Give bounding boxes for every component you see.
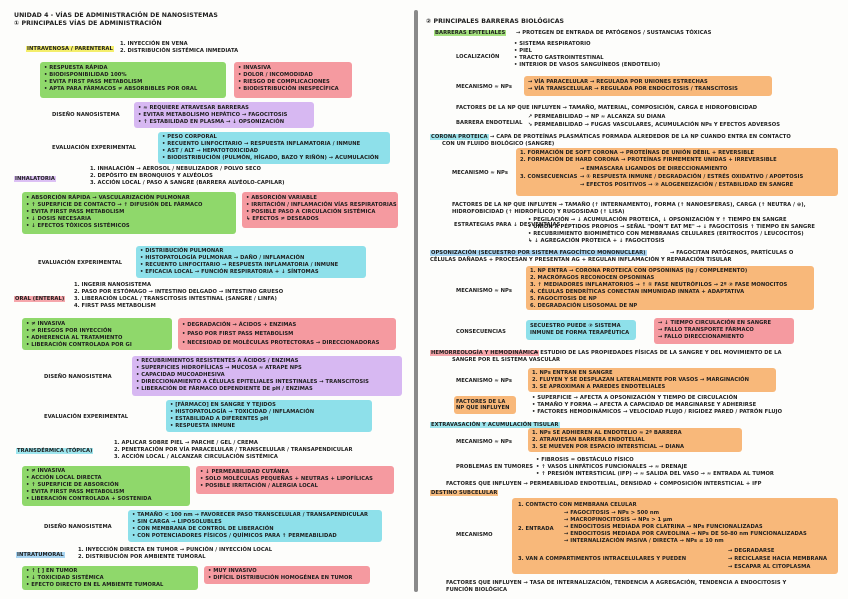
- intravenosa-ventaja-3: • EVITA FIRST PASS METABOLISM: [44, 79, 143, 85]
- opsonizacion-mec-4: 4. CÉLULAS DENDRÍTICAS CONECTAN INMUNIDAD INNATA + ADAPTATIVA: [530, 289, 745, 295]
- hemorreologia-factores-label: FACTORES DE LA NP QUE INFLUYEN: [456, 399, 510, 411]
- oral-ventaja-2: • ≠ RIESGOS POR INYECCIÓN: [26, 328, 112, 334]
- inhalatoria-ventaja-1: • ABSORCIÓN RÁPIDA → VASCULARIZACIÓN PULMONAR: [26, 195, 190, 201]
- oral-eval-3: • ESTABILIDAD A DIFERENTES pH: [170, 416, 269, 422]
- transdermica-diseno-4: • CON POTENCIADORES FÍSICOS / QUÍMICOS PARA ↑ PERMEABILIDAD: [132, 533, 337, 539]
- inhalatoria-eval-2: • HISTOPATOLOGÍA PULMONAR → DAÑO / INFLAMACIÓN: [140, 255, 305, 261]
- transdermica-diseno-2: • SIN CARGA → LIPOSOLUBLES: [132, 519, 222, 525]
- destino-compart-2: → RECICLARSE HACIA MEMBRANA: [728, 556, 828, 562]
- transdermica-ventaja-3: • ↑ SUPERFICIE DE ABSORCIÓN: [26, 482, 119, 488]
- intratumoral-ventaja-2: • ↓ TOXICIDAD SISTÉMICA: [26, 575, 104, 581]
- corona-consec-label: 3. CONSECUENCIAS: [520, 174, 578, 180]
- intravenosa-ventaja-4: • APTA PARA FÁRMACOS ≠ ABSORBIBLES POR ORAL: [44, 86, 198, 92]
- corona-consec-3: → EFECTOS POSITIVOS → ② ALOGENEIZACIÓN / ESTABILIDAD EN SANGRE: [580, 182, 794, 188]
- oral-eval-4: • RESPUESTA INMUNE: [170, 423, 236, 429]
- transdermica-desventaja-2: • SOLO MOLÉCULAS PEQUEÑAS + NEUTRAS + LIPOFÍLICAS: [200, 476, 373, 482]
- oral-label: ORAL (ENTERAL): [15, 296, 65, 302]
- hemorreologia-factores-1: • SUPERFICIE → AFECTA A OPSONIZACIÓN Y TIEMPO DE CIRCULACIÓN: [532, 395, 738, 401]
- inhalatoria-desventaja-3: • POSIBLE PASO A CIRCULACIÓN SISTÉMICA: [246, 209, 376, 215]
- corona-label: CORONA PROTEICA: [431, 134, 488, 140]
- oral-diseno-2: • SUPERFICIES HIDROFÍLICAS → MUCOSA ≈ ATRAPE NPS: [136, 365, 302, 371]
- intravenosa-diseno-3: • ↑ ESTABILIDAD EN PLASMA → ↓ OPSONIZACIÓN: [138, 119, 285, 125]
- intratumoral-ventaja-1: • ↑ [ ] EN TUMOR: [26, 568, 78, 574]
- inhalatoria-ventaja-5: • ↓ EFECTOS TÓXICOS SISTÉMICOS: [26, 223, 130, 229]
- page-title: UNIDAD 4 - VÍAS DE ADMINISTRACIÓN DE NANOSISTEMAS: [14, 12, 218, 19]
- destino-entrada-label: 2. ENTRADA: [518, 526, 554, 532]
- extravasacion-label: EXTRAVASACIÓN Y ACUMULACIÓN TISULAR: [431, 422, 559, 428]
- transdermica-intro-2: 2. PENETRACIÓN POR VÍA PARACELULAR / TRANSCELULAR / TRANSAPENDICULAR: [114, 447, 353, 453]
- hemorreologia-label: HEMORREOLOGÍA Y HEMODINÁMICA: [431, 350, 538, 356]
- opsonizacion-desc-2: CÉLULAS DAÑADAS + PROCESAN Y PRESENTAN AG + REGULAN INFLAMACIÓN Y REPARACIÓN TISULAR: [430, 257, 732, 263]
- destino-compart-label: 3. VAN A COMPARTIMENTOS INTRACELULARES Y PUEDEN: [518, 556, 687, 562]
- oral-desventaja-3: • NECESIDAD DE MOLÉCULAS PROTECTORAS → DIRECCIONADORAS: [182, 340, 380, 346]
- opsonizacion-consec-3: → FALLO DIRECCIONAMIENTO: [658, 334, 744, 340]
- opsonizacion-consec-mid-2: INMUNE DE FORMA TERAPÉUTICA: [530, 330, 630, 336]
- intravenosa-label: INTRAVENOSA / PARENTERAL: [27, 46, 113, 52]
- transdermica-ventaja-1: • ≠ INVASIVA: [26, 468, 66, 474]
- oral-diseno-1: • RECUBRIMIENTOS RESISTENTES A ÁCIDOS / ENZIMAS: [136, 358, 299, 364]
- transdermica-diseno-1: • TAMAÑO < 100 nm → FAVORECER PASO TRANSCELULAR / TRANSAPENDICULAR: [132, 512, 369, 518]
- epiteliales-mec-label: MECANISMO ≈ NPs: [456, 84, 512, 90]
- oral-diseno-label: DISEÑO NANOSISTEMA: [44, 374, 112, 380]
- inhalatoria-label: INHALATORIA: [15, 176, 55, 182]
- transdermica-ventaja-2: • ACCIÓN LOCAL DIRECTA: [26, 475, 102, 481]
- epiteliales-loc-1: • SISTEMA RESPIRATORIO: [514, 41, 591, 47]
- intravenosa-diseno-label: DISEÑO NANOSISTEMA: [52, 112, 120, 118]
- hemorreologia-desc-1: → ESTUDIO DE LAS PROPIEDADES FÍSICAS DE LA SANGRE Y DEL MOVIMIENTO DE LA: [534, 350, 782, 356]
- transdermica-diseno-label: DISEÑO NANOSISTEMA: [44, 524, 112, 530]
- oral-diseno-4: • DIRECCIONAMIENTO A CÉLULAS EPITELIALES INTESTINALES → TRANSCITOSIS: [136, 379, 369, 385]
- opsonizacion-mec-3: 3. ↑ MEDIADORES INFLAMATORIOS → ↑ ① FASE NEUTRÓFILOS → 2º ② FASE MONOCITOS: [530, 282, 788, 288]
- endotelial-2: ↘ PERMEABILIDAD → FUGAS VASCULARES, ACUMULACIÓN NPs Y EFECTOS ADVERSOS: [528, 122, 781, 128]
- transdermica-ventaja-5: • LIBERACIÓN CONTROLADA + SOSTENIDA: [26, 496, 152, 502]
- extravasacion-factores: FACTORES QUE INFLUYEN → PERMEABILIDAD ENDOTELIAL, DENSIDAD + COMPOSICIÓN INTERSTICIAL + IFP: [446, 481, 762, 487]
- extravasacion-problemas-label: PROBLEMAS EN TUMORES: [456, 464, 534, 470]
- corona-consec-1: → ENMASCARA LIGANDOS DE DIRECCIONAMIENTO: [580, 166, 728, 172]
- epiteliales-mec-2: → VÍA TRANSCELULAR → REGULADA POR ENDOCITOSIS / TRANSCITOSIS: [528, 86, 738, 92]
- endotelial-1: ↗ PERMEABILIDAD → NP ≈ ALCANZA SU DIANA: [528, 114, 666, 120]
- oral-ventaja-3: • ADHERENCIA AL TRATAMIENTO: [26, 335, 123, 341]
- epiteliales-factores: FACTORES DE LA NP QUE INFLUYEN → TAMAÑO, MATERIAL, COMPOSICIÓN, CARGA E HIDROFOBICIDAD: [456, 105, 758, 111]
- inhalatoria-ventaja-3: • EVITA FIRST PASS METABOLISM: [26, 209, 125, 215]
- extravasacion-mec-label: MECANISMO ≈ NPs: [456, 439, 512, 445]
- corona-factores-2: HIDROFOBICIDAD (↑ HIDROFÍLICO) Y RUGOSIDAD (↑ LISA): [452, 209, 625, 215]
- inhalatoria-intro-2: 2. DEPÓSITO EN BRONQUIOS Y ALVÉOLOS: [90, 173, 213, 179]
- intratumoral-intro-2: 2. DISTRIBUCIÓN POR AMBIENTE TUMORAL: [78, 554, 206, 560]
- oral-diseno-3: • CAPACIDAD MUCOADHESIVA: [136, 372, 225, 378]
- intravenosa-desventaja-2: • DOLOR / INCOMODIDAD: [238, 72, 313, 78]
- intratumoral-intro-1: 1. INYECCIÓN DIRECTA EN TUMOR → PUNCIÓN / INYECCIÓN LOCAL: [78, 547, 273, 553]
- right-column: [424, 8, 842, 594]
- intravenosa-desventaja-3: • RIESGO DE COMPLICACIONES: [238, 79, 330, 85]
- opsonizacion-desc-1: → FAGOCITAN PATÓGENOS, PARTÍCULAS O: [670, 250, 794, 256]
- oral-diseno-5: • LIBERACIÓN DE FÁRMACO DEPENDIENTE DE pH / ENZIMAS: [136, 386, 313, 392]
- epiteliales-label: BARRERAS EPITELIALES: [435, 30, 506, 36]
- epiteliales-loc-label: LOCALIZACIÓN: [456, 54, 500, 60]
- hemorreologia-factores-3: • FACTORES HEMODINÁMICOS → VELOCIDAD FLUJO / RIGIDEZ PARED / PATRÓN FLUJO: [532, 409, 783, 415]
- intravenosa-desventaja-1: • INVASIVA: [238, 65, 271, 71]
- extravasacion-mec-2: 2. ATRAVIESAN BARRERA ENDOTELIAL: [532, 437, 645, 443]
- corona-mec-label: MECANISMO ≈ NPs: [452, 170, 508, 176]
- inhalatoria-eval-3: • RECUENTO LINFOCITARIO → RESPUESTA INFLAMATORIA / INMUNE: [140, 262, 339, 268]
- oral-eval-1: • [FÁRMACO] EN SANGRE Y TEJIDOS: [170, 402, 276, 408]
- transdermica-ventaja-4: • EVITA FIRST PASS METABOLISM: [26, 489, 125, 495]
- inhalatoria-desventaja-2: • IRRITACIÓN / INFLAMACIÓN VÍAS RESPIRATORIAS: [246, 202, 397, 208]
- oral-desventaja-2: • PASO POR FIRST PASS METABOLISM: [182, 331, 294, 337]
- transdermica-label: TRANSDÉRMICA (TÓPICA): [17, 448, 93, 454]
- intravenosa-diseno-1: • ≈ REQUIERE ATRAVESAR BARRERAS: [138, 105, 249, 111]
- inhalatoria-desventaja-4: ↳ EFECTOS ≠ DESEADOS: [246, 216, 319, 222]
- oral-ventaja-1: • ≠ INVASIVA: [26, 321, 66, 327]
- oral-ventaja-4: • LIBERACIÓN CONTROLADA POR GI: [26, 342, 132, 348]
- intravenosa-eval-4: • BIODISTRIBUCIÓN (PULMÓN, HÍGADO, BAZO Y RIÑÓN) → ACUMULACIÓN: [162, 155, 379, 161]
- destino-compart-1: → DEGRADARSE: [728, 548, 775, 554]
- opsonizacion-mec-6: 6. DEGRADACIÓN LISOSOMAL DE NP: [530, 303, 638, 309]
- intravenosa-eval-3: • AST / ALT → HEPATOTOXICIDAD: [162, 148, 259, 154]
- hemorreologia-desc-2: SANGRE POR EL SISTEMA VASCULAR: [452, 357, 561, 363]
- hemorreologia-factores-2: • TAMAÑO Y FORMA → AFECTA A CAPACIDAD DE MARGINARSE Y ADHERIRSE: [532, 402, 757, 408]
- corona-factores-1: FACTORES DE LA NP QUE INFLUYEN → TAMAÑO (↑ INTERNAMENTO), FORMA (↑ NANOESFERAS), CARGA (↑ NEUTRA / ⊕),: [452, 202, 806, 208]
- destino-label: DESTINO SUBCELULAR: [431, 490, 498, 496]
- oral-eval-label: EVALUACIÓN EXPERIMENTAL: [44, 414, 129, 420]
- epiteliales-loc-3: • TRACTO GASTROINTESTINAL: [514, 55, 604, 61]
- opsonizacion-mec-2: 2. MACRÓFAGOS RECONOCEN OPSONINAS: [530, 275, 655, 281]
- hemorreologia-mec-label: MECANISMO ≈ NPs: [456, 378, 512, 384]
- opsonizacion-consec-mid-1: SECUESTRO PUEDE ② SISTEMA: [530, 323, 621, 329]
- epiteliales-loc-2: • PIEL: [514, 48, 533, 54]
- oral-intro-2: 2. PASO POR ESTÓMAGO → INTESTINO DELGADO → INTESTINO GRUESO: [74, 289, 284, 295]
- epiteliales-loc-4: • INTERIOR DE VASOS SANGUÍNEOS (ENDOTELIO): [514, 62, 661, 68]
- corona-desc-1: → CAPA DE PROTEÍNAS PLASMÁTICAS FORMADA ALREDEDOR DE LA NP CUANDO ENTRA EN CONTACTO: [490, 134, 791, 140]
- inhalatoria-eval-label: EVALUACIÓN EXPERIMENTAL: [38, 260, 123, 266]
- intratumoral-ventaja-3: • EFECTO DIRECTO EN EL AMBIENTE TUMORAL: [26, 582, 164, 588]
- intravenosa-eval-2: • RECUENTO LINFOCITARIO → RESPUESTA INFLAMATORIA / INMUNE: [162, 141, 361, 147]
- extravasacion-mec-3: 3. SE MUEVEN POR ESPACIO INTERSTICIAL → DIANA: [532, 444, 685, 450]
- corona-estrategia-4: ↳ ↓ AGREGACIÓN PROTEICA + ↓ FAGOCITOSIS: [528, 238, 665, 244]
- destino-entrada-3: → ENDOCITOSIS MEDIADA POR CLATRINA → NPs FUNCIONALIZADAS: [564, 524, 763, 530]
- column-divider: [414, 10, 418, 592]
- corona-mec-2: 2. FORMACIÓN DE HARD CORONA → PROTEÍNAS FIRMEMENTE UNIDAS + IRREVERSIBLE: [520, 157, 777, 163]
- extravasacion-problema-2: • ↑ VASOS LINFÁTICOS FUNCIONALES → ≈ DRENAJE: [536, 464, 688, 470]
- intratumoral-label: INTRATUMORAL: [17, 552, 64, 558]
- hemorreologia-mec-3: 3. SE APROXIMAN A PAREDES ENDOTELIALES: [532, 384, 666, 390]
- intravenosa-ventaja-1: • RESPUESTA RÁPIDA: [44, 65, 108, 71]
- corona-estrategias-label: ESTRATEGIAS PARA ↓ DESVENTAJAS: [454, 222, 561, 228]
- opsonizacion-consec-2: → FALLO TRANSPORTE FÁRMACO: [658, 327, 754, 333]
- oral-intro-3: 3. LIBERACIÓN LOCAL / TRANSCITOSIS INTESTINAL (SANGRE / LINFA): [74, 296, 277, 302]
- inhalatoria-ventaja-4: • ↓ DOSIS NECESARIA: [26, 216, 92, 222]
- transdermica-desventaja-1: • ↓ PERMEABILIDAD CUTÁNEA: [200, 469, 290, 475]
- inhalatoria-intro-1: 1. INHALACIÓN → AEROSOL / NEBULIZADOR / POLVO SECO: [90, 166, 261, 172]
- corona-consec-2: → ① RESPUESTA INMUNE / DEGRADACIÓN / ESTRÉS OXIDATIVO / APOPTOSIS: [580, 174, 804, 180]
- transdermica-intro-1: 1. APLICAR SOBRE PIEL → PARCHE / GEL / CREMA: [114, 440, 258, 446]
- destino-factores-1: FACTORES QUE INFLUYEN → TASA DE INTERNALIZACIÓN, TENDENCIA A AGREGACIÓN, TENDENCIA A ENDOCITOSIS Y: [446, 580, 787, 586]
- oral-intro-1: 1. INGERIR NANOSISTEMA: [74, 282, 152, 288]
- opsonizacion-mec-5: 5. FAGOCITOSIS DE NP: [530, 296, 597, 302]
- destino-entrada-5: → INTERNALIZACIÓN PASIVA / DIRECTA → NPs ≤ 10 nm: [564, 538, 724, 544]
- oral-desventaja-1: • DEGRADACIÓN → ÁCIDOS + ENZIMAS: [182, 322, 297, 328]
- hemorreologia-mec-2: 2. FLUYEN Y SE DESPLAZAN LATERALMENTE POR VASOS → MARGINACIÓN: [532, 377, 750, 383]
- extravasacion-problema-3: • ↑ PRESIÓN INTERSTICIAL (IFP) → ≈ SALIDA DEL VASO → ≈ ENTRADA AL TUMOR: [536, 471, 774, 477]
- epiteliales-desc: → PROTEGEN DE ENTRADA DE PATÓGENOS / SUSTANCIAS TÓXICAS: [516, 30, 712, 36]
- inhalatoria-eval-1: • DISTRIBUCIÓN PULMONAR: [140, 248, 224, 254]
- opsonizacion-consec-1: → ↓ TIEMPO CIRCULACIÓN EN SANGRE: [658, 320, 772, 326]
- oral-eval-2: • HISTOPATOLOGÍA → TOXICIDAD / INFLAMACIÓN: [170, 409, 315, 415]
- destino-compart-3: → ESCAPAR AL CITOPLASMA: [728, 564, 811, 570]
- section-title-vias: ① PRINCIPALES VÍAS DE ADMINISTRACIÓN: [14, 20, 162, 27]
- destino-contacto: 1. CONTACTO CON MEMBRANA CELULAR: [518, 502, 637, 508]
- hemorreologia-mec-1: 1. NPs ENTRAN EN SANGRE: [532, 370, 613, 376]
- opsonizacion-consec-label: CONSECUENCIAS: [456, 329, 506, 335]
- transdermica-intro-3: 3. ACCIÓN LOCAL / ALCANZAR CIRCULACIÓN SISTÉMICA: [114, 454, 278, 460]
- intravenosa-intro-1: 1. INYECCIÓN EN VENA: [120, 41, 188, 47]
- corona-mec-1: 1. FORMACIÓN DE SOFT CORONA → PROTEÍNAS DE UNIÓN DÉBIL + REVERSIBLE: [520, 150, 755, 156]
- intravenosa-intro-2: 2. DISTRIBUCIÓN SISTÉMICA INMEDIATA: [120, 48, 239, 54]
- transdermica-desventaja-3: • POSIBLE IRRITACIÓN / ALERGIA LOCAL: [200, 483, 318, 489]
- endotelial-label: BARRERA ENDOTELIAL: [456, 120, 523, 126]
- intravenosa-ventaja-2: • BIODISPONIBILIDAD 100%: [44, 72, 127, 78]
- inhalatoria-desventaja-1: • ABSORCIÓN VARIABLE: [246, 195, 317, 201]
- inhalatoria-eval-4: • EFICACIA LOCAL → FUNCIÓN RESPIRATORIA + ↓ SÍNTOMAS: [140, 269, 319, 275]
- destino-mec-label: MECANISMO: [456, 532, 493, 538]
- section-title-barreras: ② PRINCIPALES BARRERAS BIOLÓGICAS: [426, 18, 565, 25]
- corona-estrategia-3: • RECUBRIMIENTO BIOMIMÉTICO CON MEMBRANAS CELULARES (ERITROCITOS / LEUCOCITOS): [528, 231, 804, 237]
- corona-desc-2: CON UN FLUIDO BIOLÓGICO (SANGRE): [442, 141, 555, 147]
- destino-entrada-4: → ENDOCITOSIS MEDIADA POR CAVEOLINA → NPs DE 50-80 nm FUNCIONALIZADAS: [564, 531, 807, 537]
- extravasacion-mec-1: 1. NPs SE ADHIEREN AL ENDOTELIO ≈ 2ª BARRERA: [532, 430, 682, 436]
- opsonizacion-mec-1: 1. NP ENTRA → CORONA PROTEICA CON OPSONINAS (Ig / COMPLEMENTO): [530, 268, 748, 274]
- inhalatoria-intro-3: 3. ACCIÓN LOCAL / PASO A SANGRE (BARRERA ALVÉOLO-CAPILAR): [90, 180, 285, 186]
- intravenosa-diseno-2: • EVITAR METABOLISMO HEPÁTICO → FAGOCITOSIS: [138, 112, 288, 118]
- corona-estrategia-2: • UNIÓN A PÉPTIDOS PROPIOS → SEÑAL "DON'T EAT ME" → ↓ FAGOCITOSIS ↑ TIEMPO EN SANGRE: [528, 224, 816, 230]
- destino-entrada-2: → MACROPINOCITOSIS → NPs > 1 μm: [564, 517, 673, 523]
- intratumoral-desventaja-1: • MUY INVASIVO: [208, 568, 257, 574]
- corona-estrategia-1: • PEGILACIÓN → ↓ ACUMULACIÓN PROTEICA, ↓ OPSONIZACIÓN Y ↑ TIEMPO EN SANGRE: [528, 217, 787, 223]
- intravenosa-eval-1: • PESO CORPORAL: [162, 134, 217, 140]
- transdermica-diseno-3: • CON MEMBRANA DE CONTROL DE LIBERACIÓN: [132, 526, 274, 532]
- oral-intro-4: 4. FIRST PASS METABOLISM: [74, 303, 156, 309]
- destino-factores-2: FUNCIÓN BIOLÓGICA: [446, 587, 508, 593]
- destino-entrada-1: → FAGOCITOSIS → NPs > 500 nm: [564, 510, 660, 516]
- intratumoral-desventaja-2: • DIFÍCIL DISTRIBUCIÓN HOMOGÉNEA EN TUMOR: [208, 575, 353, 581]
- inhalatoria-ventaja-2: • ↑ SUPERFICIE DE CONTACTO → ↑ DIFUSIÓN DEL FÁRMACO: [26, 202, 203, 208]
- left-column: [8, 8, 408, 594]
- intravenosa-eval-label: EVALUACIÓN EXPERIMENTAL: [52, 145, 137, 151]
- extravasacion-problema-1: • FIBROSIS = OBSTÁCULO FÍSICO: [536, 457, 634, 463]
- opsonizacion-label: OPSONIZACIÓN (SECUESTRO POR SISTEMA FAGOCÍTICO MONONUCLEAR): [431, 250, 646, 256]
- intravenosa-desventaja-4: • BIODISTRIBUCIÓN INESPECÍFICA: [238, 86, 339, 92]
- opsonizacion-mec-label: MECANISMO ≈ NPs: [456, 288, 512, 294]
- epiteliales-mec-1: → VÍA PARACELULAR → REGULADA POR UNIONES ESTRECHAS: [528, 79, 708, 85]
